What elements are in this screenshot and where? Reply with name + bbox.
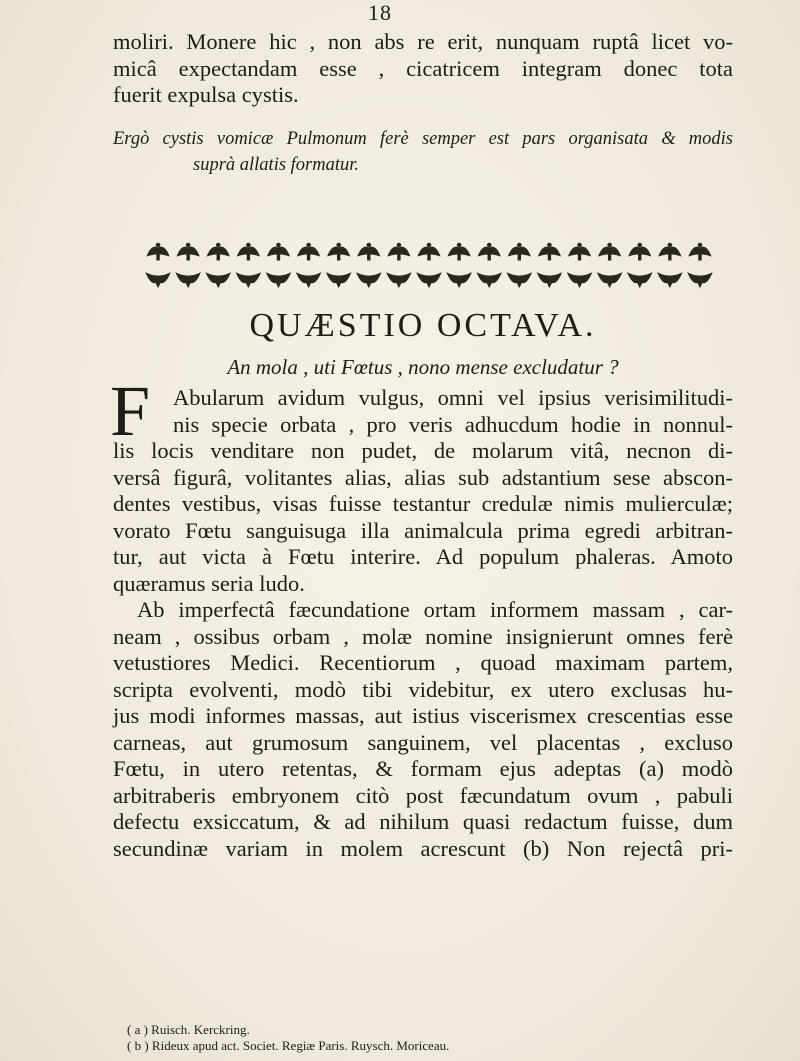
opening-paragraph bbox=[113, 29, 733, 109]
fleuron-ornament bbox=[688, 273, 712, 287]
text-line: nis specie orbata , pro veris adhucdum hodie in nonnul- bbox=[173, 411, 733, 437]
page-number: 18 bbox=[368, 0, 392, 25]
text-line: Fœtu, in utero retentas, & formam ejus adeptas (a) modò bbox=[113, 756, 733, 781]
footnotes bbox=[127, 1022, 727, 1054]
fleuron-ornament bbox=[537, 273, 561, 287]
fleuron-ornament bbox=[266, 273, 290, 287]
fleuron-ornament bbox=[147, 243, 169, 260]
text-line: micâ expectandam esse , cicatricem integram donec tota bbox=[113, 55, 733, 81]
section-heading: QUÆSTIO OCTAVA. bbox=[249, 307, 597, 344]
fleuron-ornament bbox=[146, 273, 170, 287]
text-line: Abularum avidum vulgus, omni vel ipsius verisimilitudi- bbox=[173, 385, 733, 410]
text-line: versâ figurâ, volitantes alias, alias sub adstantium sese abscon- bbox=[113, 464, 733, 490]
text-line: vetustiores Medici. Recentiorum , quoad maximam partem, bbox=[113, 650, 733, 675]
fleuron-ornament bbox=[448, 243, 470, 260]
fleuron-ornament bbox=[658, 273, 682, 287]
text-line: Ab imperfectâ fæcundatione ortam informem massam , car- bbox=[137, 597, 733, 622]
fleuron-ornament bbox=[628, 273, 652, 287]
text-line: scripta evolventi, modò tibi videbitur, ex utero exclusas hu- bbox=[113, 676, 733, 702]
text-line: quæramus seria ludo. bbox=[113, 570, 305, 596]
text-line: jus modi informes massas, aut istius viscerismex crescentias esse bbox=[113, 703, 733, 728]
fleuron-ornament bbox=[568, 273, 592, 287]
text-line: moliri. Monere hic , non abs re erit, nunquam ruptâ licet vo- bbox=[113, 29, 733, 54]
footnote: ( b ) Rideux apud act. Societ. Regiæ Paris. Ruysch. Moriceau. bbox=[127, 1038, 450, 1053]
fleuron-ornament bbox=[599, 243, 621, 260]
fleuron-ornament bbox=[237, 243, 259, 260]
fleuron-ornament bbox=[298, 243, 320, 260]
fleuron-ornament bbox=[267, 243, 289, 260]
text-line: tur, aut victa à Fœtu interire. Ad populum phaleras. Amoto bbox=[113, 544, 733, 569]
text-line: arbitraberis embryonem citò post fæcundatum ovum , pabuli bbox=[113, 782, 733, 808]
question-line: An mola , uti Fœtus , nono mense excludatur ? bbox=[227, 355, 619, 379]
fleuron-ornament bbox=[357, 273, 381, 287]
fleuron-ornament bbox=[569, 243, 591, 260]
fleuron-ornament bbox=[689, 243, 711, 260]
fleuron-ornament bbox=[598, 273, 622, 287]
fleuron-ornament bbox=[177, 243, 199, 260]
second-paragraph bbox=[113, 597, 733, 862]
text-line: defectu exsiccatum, & ad nihilum quasi redactum fuisse, dum bbox=[113, 809, 733, 834]
fleuron-ornament bbox=[418, 243, 440, 260]
fleuron-ornament bbox=[417, 273, 441, 287]
footnote: ( a ) Ruisch. Kerckring. bbox=[127, 1022, 250, 1037]
drop-capital: F bbox=[110, 379, 151, 441]
text-line: carneas, aut grumosum sanguinem, vel placentas , excluso bbox=[113, 729, 733, 755]
fleuron-ornament bbox=[538, 243, 560, 260]
fleuron-ornament bbox=[477, 273, 501, 287]
fleuron-ornament bbox=[387, 273, 411, 287]
fleuron-ornament bbox=[328, 243, 350, 260]
fleuron-ornament bbox=[508, 243, 530, 260]
text-line: secundinæ variam in molem acrescunt (b) Non rejectâ pri- bbox=[113, 835, 733, 861]
text-line: suprà allatis formatur. bbox=[193, 155, 360, 175]
fleuron-ornament bbox=[297, 273, 321, 287]
fleuron-ornament bbox=[236, 273, 260, 287]
text-line: neam , ossibus orbam , molæ nomine insignierunt omnes ferè bbox=[113, 623, 733, 649]
fleuron-ornament bbox=[478, 243, 500, 260]
text-line: lis locis venditare non pudet, de molarum vitâ, necnon di- bbox=[113, 438, 733, 463]
ornament-band-bottom bbox=[143, 269, 715, 289]
fleuron-ornament bbox=[629, 243, 651, 260]
ornament-band-top bbox=[143, 242, 715, 262]
fleuron-ornament bbox=[388, 243, 410, 260]
text-line: Ergò cystis vomicæ Pulmonum ferè semper est pars organisata & modis bbox=[113, 129, 733, 149]
text-line: dentes vestibus, visas fuisse testantur credulæ nimis mulierculæ; bbox=[113, 491, 733, 516]
text-line: fuerit expulsa cystis. bbox=[113, 82, 299, 107]
text-line: vorato Fœtu sanguisuga illa animalcula prima egredi arbitran- bbox=[113, 517, 733, 543]
fleuron-ornament bbox=[327, 273, 351, 287]
fleuron-ornament bbox=[176, 273, 200, 287]
fleuron-ornament bbox=[659, 243, 681, 260]
fleuron-ornament bbox=[358, 243, 380, 260]
fleuron-ornament bbox=[447, 273, 471, 287]
fleuron-ornament bbox=[206, 273, 230, 287]
first-paragraph bbox=[113, 385, 733, 597]
ergo-conclusion bbox=[113, 126, 733, 178]
fleuron-ornament bbox=[207, 243, 229, 260]
fleuron-ornament bbox=[507, 273, 531, 287]
